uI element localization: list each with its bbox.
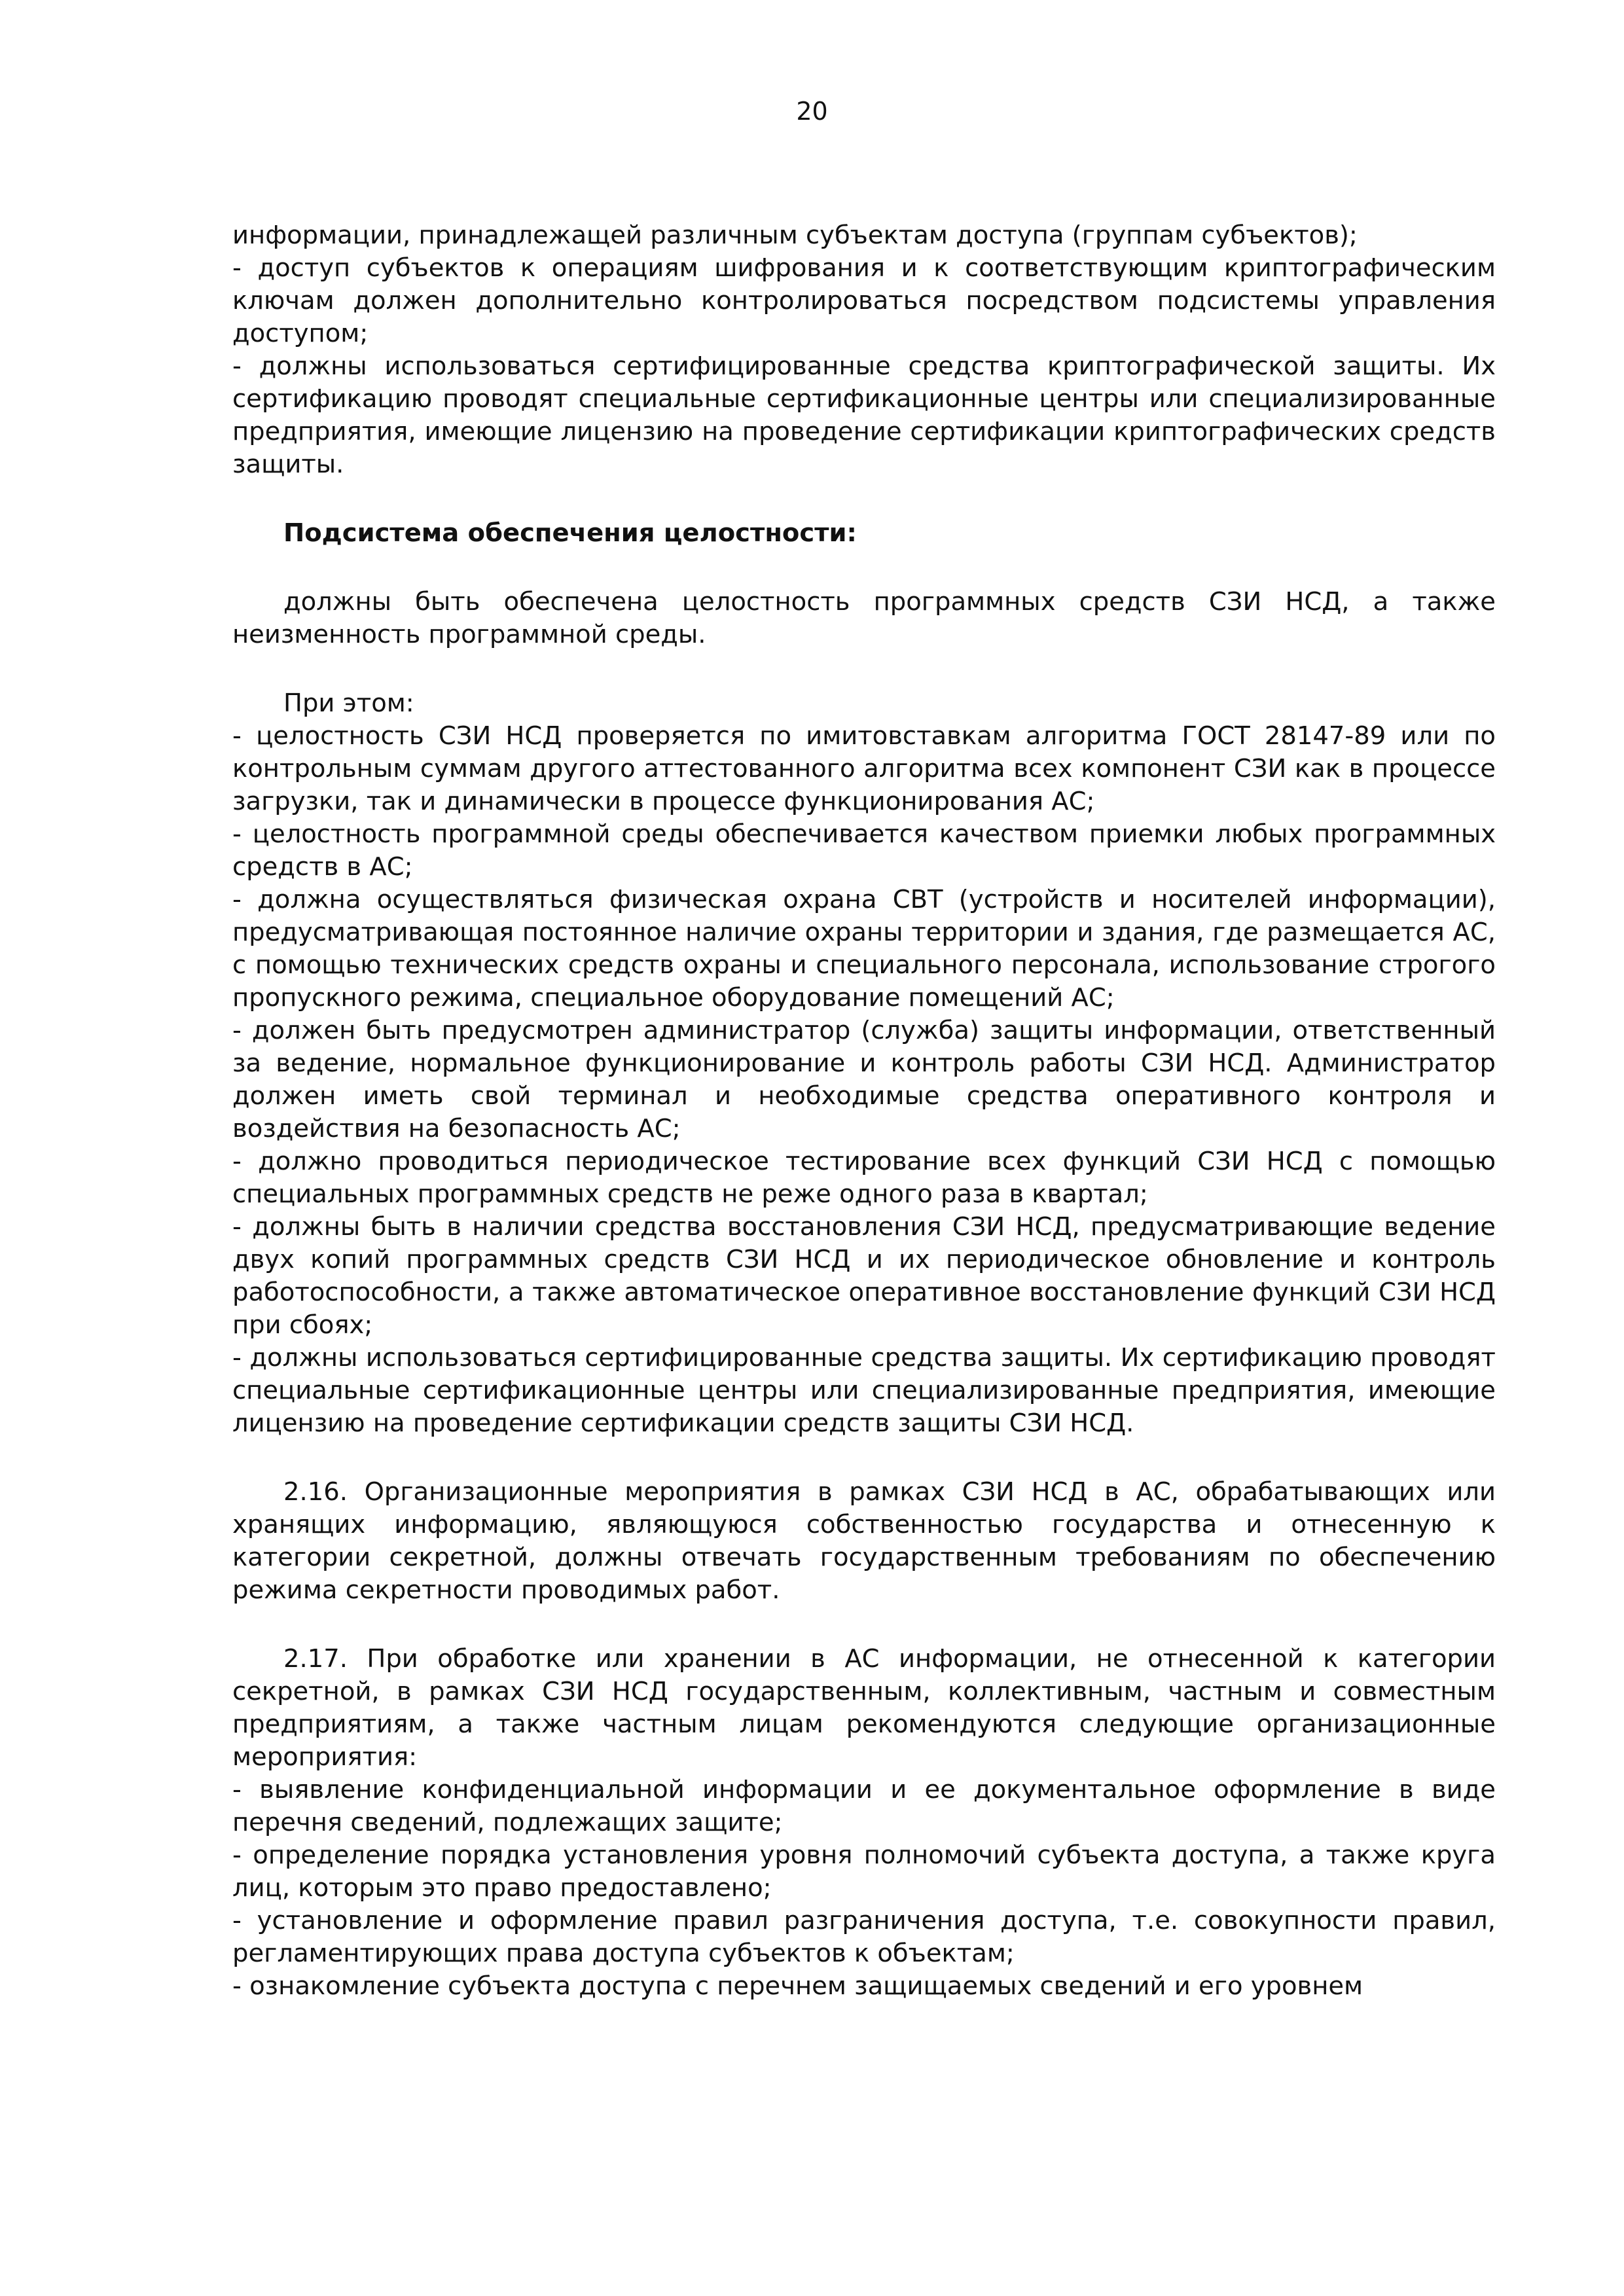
- list-item: - целостность СЗИ НСД проверяется по имитовставкам алгоритма ГОСТ 28147-89 или по контрольным суммам другого аттестованного алгоритма всех компонент СЗИ как в процессе загрузки, так и динамически в процессе функционирования АС;: [232, 721, 1496, 816]
- document-body: [232, 219, 1496, 2003]
- list-item: - должна осуществляться физическая охрана СВТ (устройств и носителей информации), предусматривающая постоянное наличие охраны территории и здания, где размещается АС, с помощью технических средств охраны и специального персонала, использование строгого пропускного режима, специальное оборудование помещений АС;: [232, 885, 1496, 1013]
- page-number: 20: [796, 97, 828, 126]
- paragraph: должны быть обеспечена целостность программных средств СЗИ НСД, а также неизменность программной среды.: [232, 587, 1496, 649]
- paragraph-2-17: 2.17. При обработке или хранении в АС информации, не отнесенной к категории секретной, в рамках СЗИ НСД государственным, коллективным, частным и совместным предприятиям, а также частным лицам рекомендуются следующие организационные мероприятия:: [232, 1644, 1496, 1772]
- list-item: - установление и оформление правил разграничения доступа, т.е. совокупности правил, регламентирующих права доступа субъектов к объектам;: [232, 1906, 1496, 1968]
- list-item: - целостность программной среды обеспечивается качеством приемки любых программных средств в АС;: [232, 819, 1496, 882]
- paragraph-lead: При этом:: [283, 689, 414, 718]
- list-item: - должен быть предусмотрен администратор (служба) защиты информации, ответственный за ведение, нормальное функционирование и контроль работы СЗИ НСД. Администратор должен иметь свой терминал и необходимые средства оперативного контроля и воздействия на безопасность АС;: [232, 1016, 1496, 1143]
- paragraph-2-16: 2.16. Организационные мероприятия в рамках СЗИ НСД в АС, обрабатывающих или хранящих информацию, являющуюся собственностью государства и отнесенную к категории секретной, должны отвечать государственным требованиям по обеспечению режима секретности проводимых работ.: [232, 1477, 1496, 1605]
- section-heading: Подсистема обеспечения целостности:: [283, 518, 857, 548]
- list-item: - ознакомление субъекта доступа с перечнем защищаемых сведений и его уровнем: [232, 1971, 1363, 2001]
- list-item: - должно проводиться периодическое тестирование всех функций СЗИ НСД с помощью специальных программных средств не реже одного раза в квартал;: [232, 1147, 1496, 1209]
- list-item: - определение порядка установления уровня полномочий субъекта доступа, а также круга лиц, которым это право предоставлено;: [232, 1840, 1496, 1903]
- list-item: - выявление конфиденциальной информации и ее документальное оформление в виде перечня сведений, подлежащих защите;: [232, 1775, 1496, 1837]
- list-item: - доступ субъектов к операциям шифрования и к соответствующим криптографическим ключам должен дополнительно контролироваться посредством подсистемы управления доступом;: [232, 253, 1496, 348]
- paragraph: информации, принадлежащей различным субъектам доступа (группам субъектов);: [232, 221, 1358, 250]
- list-item: - должны использоваться сертифицированные средства защиты. Их сертификацию проводят специальные сертификационные центры или специализированные предприятия, имеющие лицензию на проведение сертификации средств защиты СЗИ НСД.: [232, 1343, 1496, 1438]
- list-item: - должны использоваться сертифицированные средства криптографической защиты. Их сертификацию проводят специальные сертификационные центры или специализированные предприятия, имеющие лицензию на проведение сертификации криптографических средств защиты.: [232, 351, 1496, 479]
- list-item: - должны быть в наличии средства восстановления СЗИ НСД, предусматривающие ведение двух копий программных средств СЗИ НСД и их периодическое обновление и контроль работоспособности, а также автоматическое оперативное восстановление функций СЗИ НСД при сбоях;: [232, 1212, 1496, 1340]
